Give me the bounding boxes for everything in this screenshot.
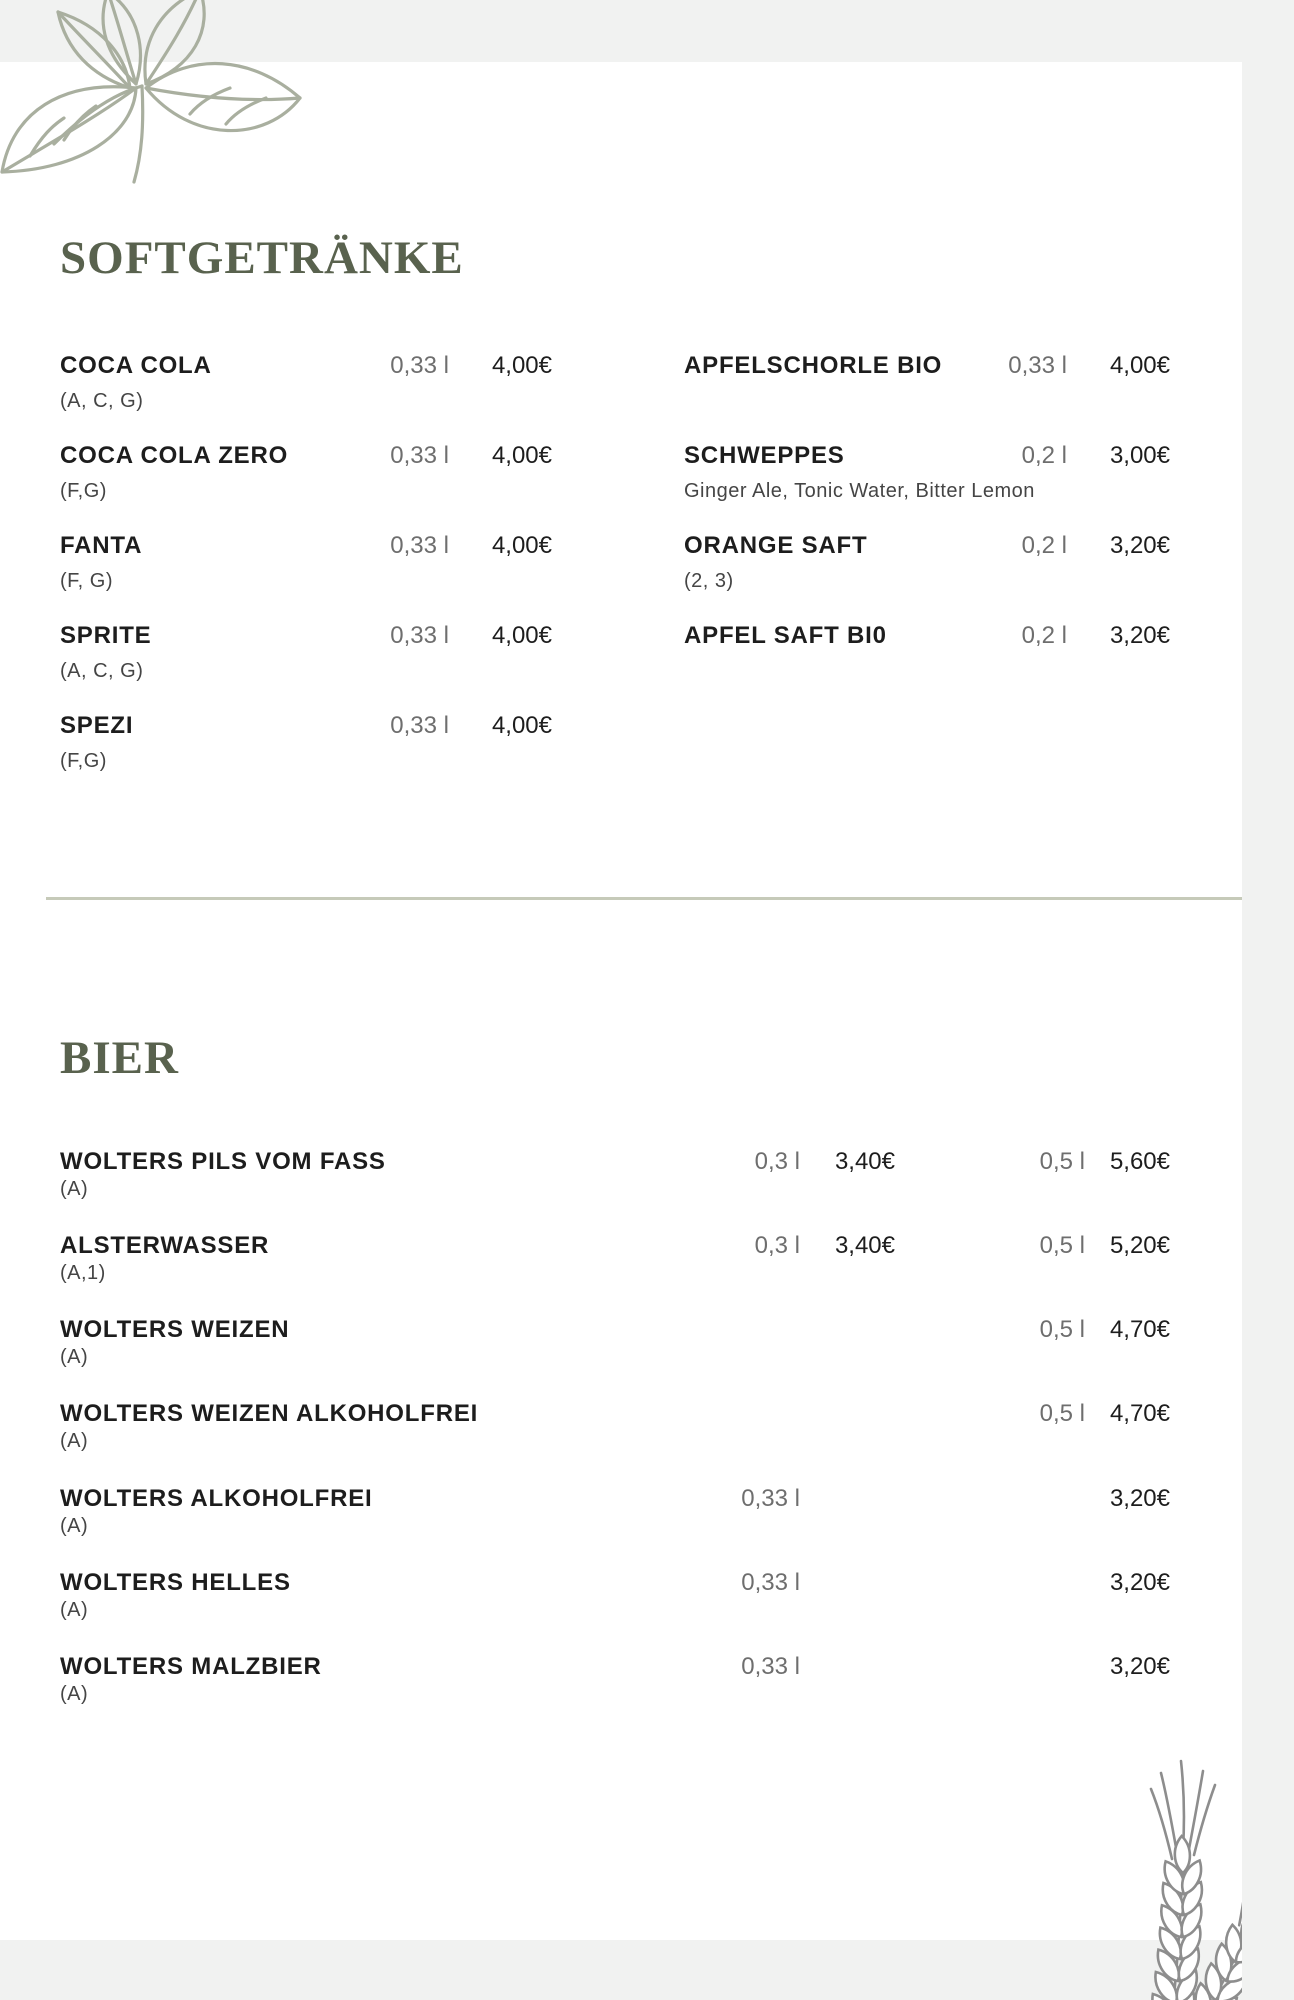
item-price-large: 5,20€: [1109, 1232, 1170, 1259]
section-title-beer: BIER: [60, 1032, 179, 1085]
item-price-large: 3,20€: [1109, 1653, 1170, 1680]
item-name: APFEL SAFT BI0: [684, 622, 887, 649]
menu-item: [60, 1400, 1170, 1453]
item-size-small: 0,3 l: [754, 1232, 800, 1259]
item-size: 0,33 l: [1008, 352, 1067, 379]
item-name: COCA COLA: [60, 352, 212, 379]
item-price-small: 3,40€: [834, 1148, 895, 1175]
menu-item: [60, 1232, 1170, 1285]
item-size: 0,33 l: [390, 712, 449, 739]
item-price: 4,00€: [491, 442, 552, 469]
item-name: SCHWEPPES: [684, 442, 845, 469]
menu-item: [60, 1485, 1170, 1538]
item-allergens: (F,G): [60, 750, 107, 772]
item-size-small: 0,3 l: [754, 1148, 800, 1175]
item-size-small: 0,33 l: [741, 1485, 800, 1512]
menu-item: [60, 712, 552, 802]
item-size-small: 0,33 l: [741, 1653, 800, 1680]
item-price: 3,00€: [1109, 442, 1170, 469]
item-allergens: (A, C, G): [60, 390, 144, 412]
item-size: 0,33 l: [390, 622, 449, 649]
item-name: WOLTERS WEIZEN: [60, 1316, 290, 1343]
beer-list: [60, 1148, 1170, 1737]
menu-item: [60, 1316, 1170, 1369]
item-price: 3,20€: [1109, 532, 1170, 559]
item-price: 4,00€: [491, 712, 552, 739]
item-size: 0,2 l: [1021, 532, 1067, 559]
item-name: WOLTERS PILS VOM FASS: [60, 1148, 386, 1175]
item-price-small: 3,40€: [834, 1232, 895, 1259]
item-price: 4,00€: [1109, 352, 1170, 379]
item-name: ORANGE SAFT: [684, 532, 868, 559]
item-price-large: 3,20€: [1109, 1485, 1170, 1512]
menu-item: [60, 352, 552, 442]
item-allergens: (A): [60, 1346, 89, 1368]
item-size: 0,33 l: [390, 352, 449, 379]
item-allergens: [684, 660, 1170, 683]
item-size: 0,33 l: [390, 532, 449, 559]
menu-item: [60, 1569, 1170, 1622]
item-allergens: (A): [60, 1515, 89, 1537]
item-name: WOLTERS WEIZEN ALKOHOLFREI: [60, 1400, 479, 1427]
menu-item: [60, 622, 552, 712]
item-price: 4,00€: [491, 532, 552, 559]
item-price-large: 4,70€: [1109, 1316, 1170, 1343]
item-name: WOLTERS ALKOHOLFREI: [60, 1485, 373, 1512]
item-name: ALSTERWASSER: [60, 1232, 270, 1259]
item-price-large: 3,20€: [1109, 1569, 1170, 1596]
section-divider: [46, 897, 1242, 900]
menu-item: [60, 1148, 1170, 1201]
item-name: SPEZI: [60, 712, 134, 739]
item-size: 0,33 l: [390, 442, 449, 469]
item-description: Ginger Ale, Tonic Water, Bitter Lemon: [684, 480, 1035, 502]
section-title-softdrinks: SOFTGETRÄNKE: [60, 232, 464, 285]
item-allergens: [684, 390, 1170, 413]
item-price: 4,00€: [491, 622, 552, 649]
menu-item: [684, 442, 1170, 532]
item-name: WOLTERS MALZBIER: [60, 1653, 322, 1680]
menu-item: [60, 442, 552, 532]
item-allergens: (A): [60, 1599, 89, 1621]
item-size-small: 0,33 l: [741, 1569, 800, 1596]
item-size: 0,2 l: [1021, 442, 1067, 469]
menu-item: [684, 532, 1170, 622]
item-allergens: (F, G): [60, 570, 113, 592]
menu-item: [684, 352, 1170, 442]
item-price-large: 4,70€: [1109, 1400, 1170, 1427]
item-allergens: (F,G): [60, 480, 107, 502]
item-size: 0,2 l: [1021, 622, 1067, 649]
item-allergens: (2, 3): [684, 570, 734, 592]
menu-item: [684, 622, 1170, 712]
item-price: 3,20€: [1109, 622, 1170, 649]
softdrinks-column-left: [60, 352, 552, 802]
item-allergens: (A, C, G): [60, 660, 144, 682]
item-name: WOLTERS HELLES: [60, 1569, 291, 1596]
item-allergens: (A,1): [60, 1262, 106, 1284]
item-size-large: 0,5 l: [1039, 1232, 1085, 1259]
item-name: APFELSCHORLE BIO: [684, 352, 943, 379]
item-price: 4,00€: [491, 352, 552, 379]
item-size-large: 0,5 l: [1039, 1316, 1085, 1343]
menu-item: [60, 532, 552, 622]
item-allergens: (A): [60, 1430, 89, 1452]
menu-item: [60, 1653, 1170, 1706]
item-name: SPRITE: [60, 622, 152, 649]
item-size-large: 0,5 l: [1039, 1400, 1085, 1427]
item-name: COCA COLA ZERO: [60, 442, 289, 469]
item-size-large: 0,5 l: [1039, 1148, 1085, 1175]
softdrinks-column-right: [684, 352, 1170, 712]
item-price-large: 5,60€: [1109, 1148, 1170, 1175]
item-allergens: (A): [60, 1683, 89, 1705]
item-allergens: (A): [60, 1178, 89, 1200]
item-name: FANTA: [60, 532, 143, 559]
